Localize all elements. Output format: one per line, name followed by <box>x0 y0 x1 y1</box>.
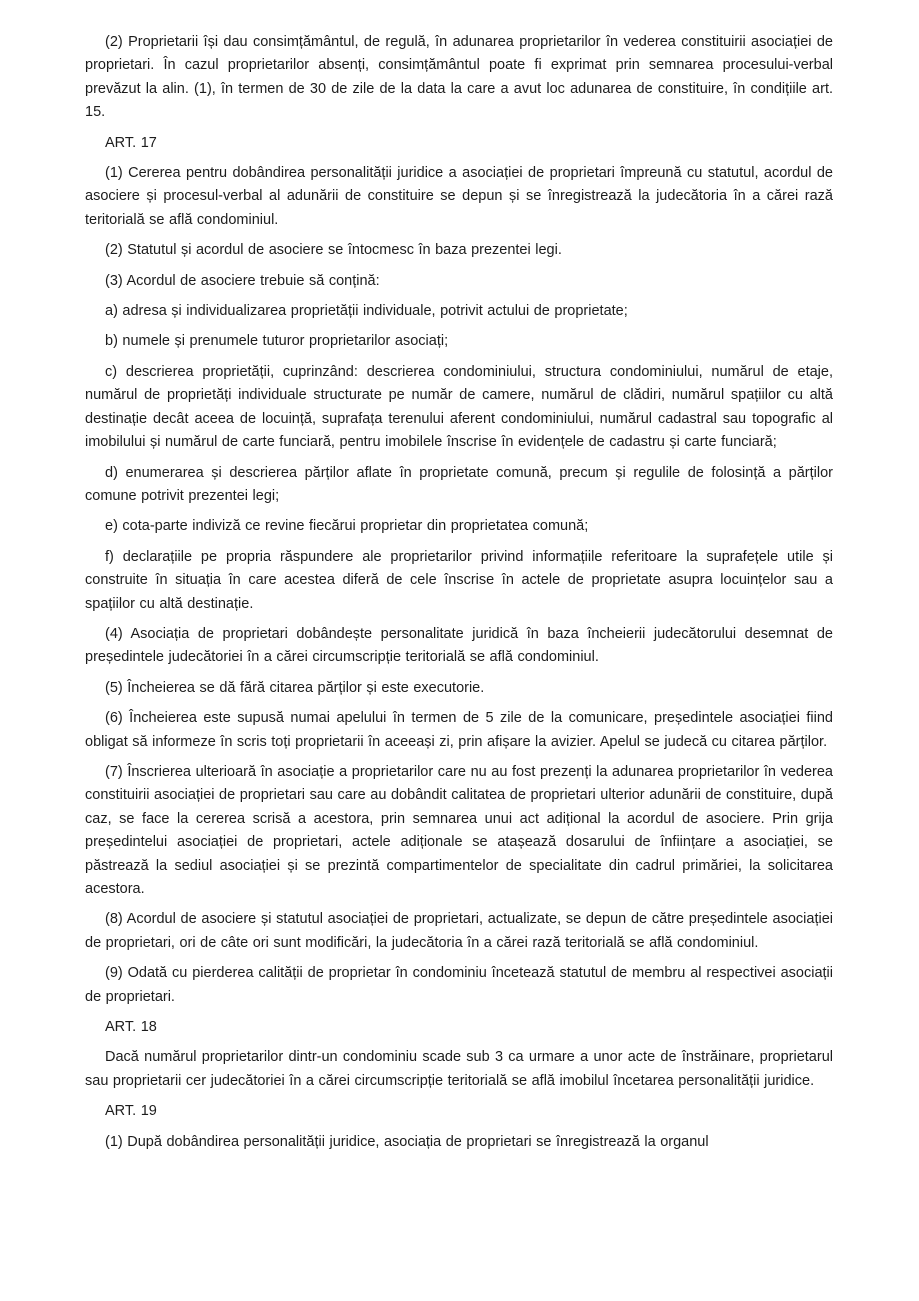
article-heading-art-17: ART. 17 <box>105 134 157 151</box>
document-paragraph: b) numele și prenumele tuturor proprietarilor asociați; <box>105 333 449 350</box>
document-paragraph: (7) Înscrierea ulterioară în asociație a proprietarilor care nu au fost prezenți la adunarea proprietarilor în vederea constituirii asociației de proprietari sau care au dobândit calitatea de proprietari ulterior adunării de constituire, după caz, se face la cererea scrisă a acestora, prin semnarea unui act adițional la acordul de asociere. Prin grija președintelui asociației de proprietari, actele adiționale se atașează dosarului de înființare a asociației, se păstrează la sediul asociației și se prezintă compartimentelor de specialitate din cadrul primăriei, la solicitarea acestora. <box>85 763 833 897</box>
document-paragraph: e) cota-parte indiviză ce revine fiecărui proprietar din proprietatea comună; <box>105 518 589 535</box>
document-paragraph: (1) Cererea pentru dobândirea personalității juridice a asociației de proprietari împreună cu statutul, acordul de asociere și procesul-verbal al adunării de constituire se depun și se înregistrează la judecătoria în a cărei rază teritorială se află condominiul. <box>85 165 833 228</box>
document-paragraph: (1) După dobândirea personalității juridice, asociația de proprietari se înregistrează la organul <box>105 1133 709 1150</box>
document-paragraph: a) adresa și individualizarea proprietății individuale, potrivit actului de proprietate; <box>105 303 628 320</box>
document-paragraph: (6) Încheierea este supusă numai apelului în termen de 5 zile de la comunicare, președintele asociației fiind obligat să informeze în scris toți proprietarii în aceeași zi, prin afișare la avizier. Apelul se judecă cu citarea părților. <box>85 710 833 750</box>
document-paragraph: (8) Acordul de asociere și statutul asociației de proprietari, actualizate, se depun de către președintele asociației de proprietari, ori de câte ori sunt modificări, la judecătoria în a cărei rază teritorială se află condominiul. <box>85 911 833 951</box>
document-paragraph: f) declarațiile pe propria răspundere ale proprietarilor privind informațiile referitoare la suprafețele utile și construite în situația în care acestea diferă de cele înscrise în actele de proprietate asupra locuințelor sau a spațiilor cu altă destinație. <box>85 548 833 612</box>
document-paragraph: Dacă numărul proprietarilor dintr-un condominiu scade sub 3 ca urmare a unor acte de înstrăinare, proprietarul sau proprietarii cer judecătoriei în a cărei circumscripție teritorială se află imobilul încetarea personalității juridice. <box>85 1049 833 1089</box>
document-paragraph: (5) Încheierea se dă fără citarea părților și este executorie. <box>105 679 485 696</box>
article-heading-art-19: ART. 19 <box>105 1103 157 1120</box>
document-paragraph: (9) Odată cu pierderea calității de proprietar în condominiu încetează statutul de membru al respectivei asociații de proprietari. <box>85 965 833 1005</box>
article-heading-art-18: ART. 18 <box>105 1019 157 1036</box>
document-paragraph: (3) Acordul de asociere trebuie să conțină: <box>105 272 380 289</box>
document-paragraph: (2) Proprietarii își dau consimțământul, de regulă, în adunarea proprietarilor în vederea constituirii asociației de proprietari. În cazul proprietarilor absenți, consimțământul poate fi exprimat prin semnarea procesului-verbal prevăzut la alin. (1), în termen de 30 de zile de la data la care a avut loc adunarea de constituire, în condițiile art. 15. <box>85 34 833 121</box>
document-paragraph: (2) Statutul și acordul de asociere se întocmesc în baza prezentei legi. <box>105 242 562 259</box>
document-paragraph: c) descrierea proprietății, cuprinzând: descrierea condominiului, structura condominiului, numărul de etaje, numărul de proprietăți individuale structurate pe număr de camere, numărul de clădiri, numărul spațiilor cu altă destinație decât aceea de locuință, suprafața terenului aferent condominiului, numărul cadastral sau topografic al imobilului și numărul de carte funciară, pentru imobilele înscrise în evidențele de cadastru și carte funciară; <box>85 363 833 451</box>
document-paragraph: (4) Asociația de proprietari dobândește personalitate juridică în baza încheierii judecătorului desemnat de președintele judecătoriei în a cărei circumscripție teritorială se află condominiul. <box>85 625 833 666</box>
document-paragraph: d) enumerarea și descrierea părților aflate în proprietate comună, precum și regulile de folosință a părților comune potrivit prezentei legi; <box>85 464 833 504</box>
